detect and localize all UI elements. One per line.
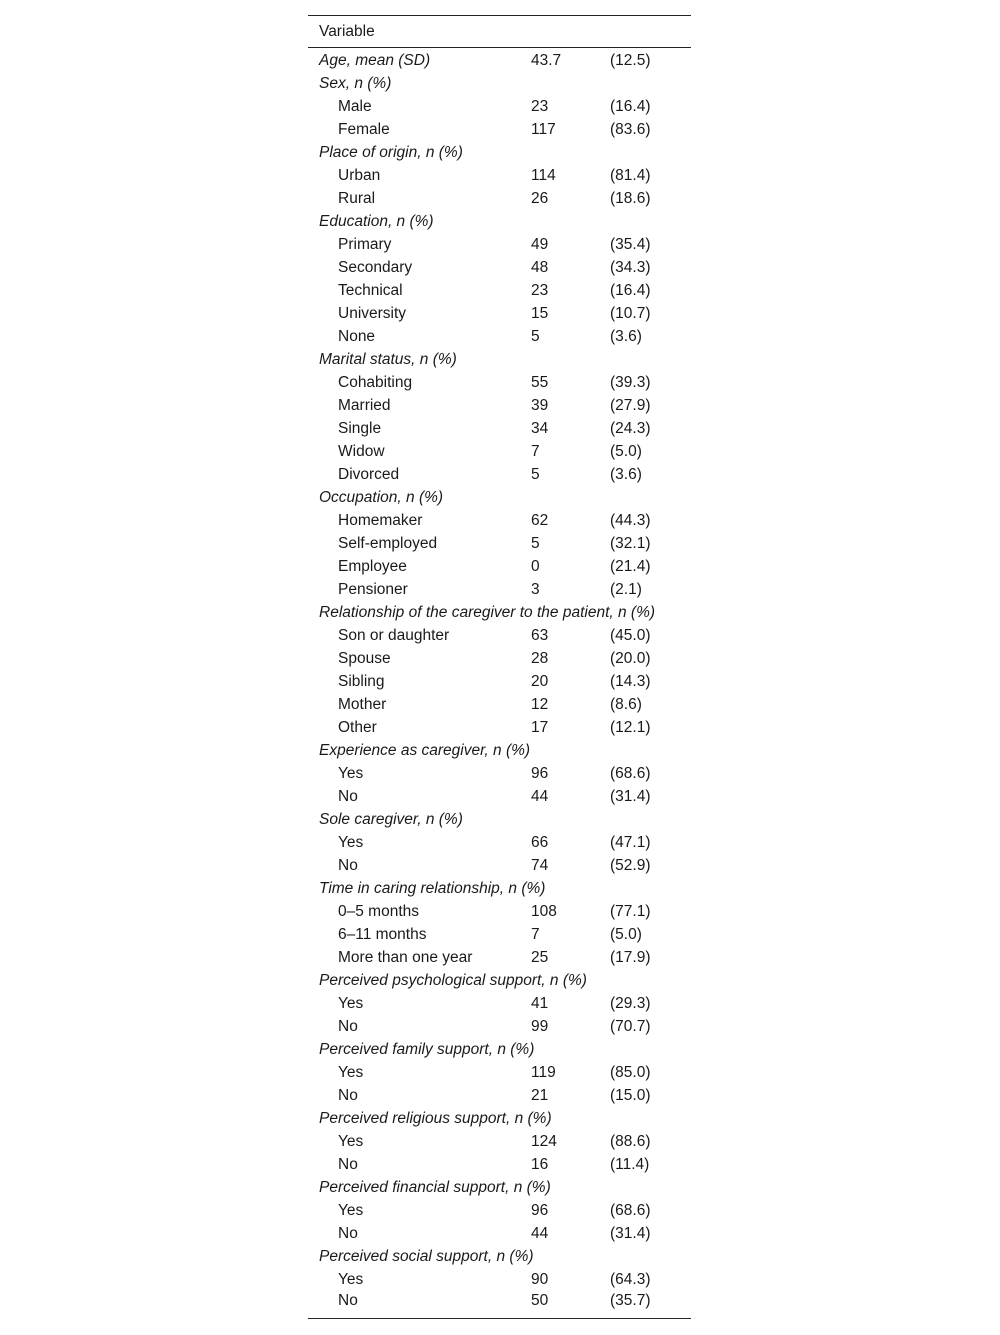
table-row — [308, 1291, 691, 1319]
row-count: 0 — [531, 557, 540, 575]
row-count: 26 — [531, 189, 549, 207]
row-count: 44 — [531, 787, 549, 805]
row-percent: (35.7) — [610, 1292, 651, 1309]
row-count: 5 — [531, 534, 540, 552]
row-label: Male — [338, 97, 372, 115]
section-row — [308, 739, 691, 762]
table-row — [308, 325, 691, 348]
row-label: No — [338, 1292, 358, 1309]
section-title: Perceived social support, n (%) — [319, 1247, 534, 1265]
table-row — [308, 509, 691, 532]
header-row — [308, 16, 691, 48]
table-row — [308, 647, 691, 670]
row-percent: (77.1) — [610, 902, 651, 920]
row-percent: (8.6) — [610, 695, 642, 713]
row-label: Yes — [338, 1063, 364, 1081]
table-row — [308, 1153, 691, 1176]
row-label: Female — [338, 120, 390, 138]
row-percent: (31.4) — [610, 1224, 651, 1242]
row-count: 34 — [531, 419, 549, 437]
caregiver-characteristics-table — [308, 15, 691, 1319]
section-title: Experience as caregiver, n (%) — [319, 741, 531, 759]
row-label: Married — [338, 396, 391, 414]
row-percent: (85.0) — [610, 1063, 651, 1081]
row-count: 7 — [531, 925, 540, 943]
row-label: Spouse — [338, 649, 391, 667]
row-percent: (45.0) — [610, 626, 651, 644]
row-label: Widow — [338, 442, 385, 460]
row-percent: (21.4) — [610, 557, 651, 575]
row-count: 74 — [531, 856, 549, 874]
row-label: Mother — [338, 695, 387, 713]
row-percent: (27.9) — [610, 396, 651, 414]
section-row — [308, 1038, 691, 1061]
row-percent: (11.4) — [610, 1155, 650, 1173]
table-row — [308, 1061, 691, 1084]
row-percent: (17.9) — [610, 948, 651, 966]
section-title: Time in caring relationship, n (%) — [319, 879, 546, 897]
row-percent: (16.4) — [610, 97, 651, 115]
table-row — [308, 762, 691, 785]
row-percent: (81.4) — [610, 166, 651, 184]
row-count: 108 — [531, 902, 557, 920]
table-row — [308, 831, 691, 854]
section-row — [308, 808, 691, 831]
section-title: Perceived financial support, n (%) — [319, 1178, 551, 1196]
row-percent: (20.0) — [610, 649, 651, 667]
row-count: 7 — [531, 442, 540, 460]
row-count: 99 — [531, 1017, 549, 1035]
table-row — [308, 256, 691, 279]
section-row — [308, 1176, 691, 1199]
section-row — [308, 48, 691, 73]
table-row — [308, 95, 691, 118]
section-row — [308, 969, 691, 992]
row-percent: (52.9) — [610, 856, 651, 874]
row-count: 62 — [531, 511, 549, 529]
section-title: Occupation, n (%) — [319, 488, 444, 506]
table-row — [308, 992, 691, 1015]
table-row — [308, 279, 691, 302]
row-count: 5 — [531, 327, 540, 345]
section-title: Relationship of the caregiver to the patient, n (%) — [319, 603, 656, 621]
row-percent: (88.6) — [610, 1132, 651, 1150]
row-count: 41 — [531, 994, 549, 1012]
section-row — [308, 486, 691, 509]
table-row — [308, 716, 691, 739]
section-row — [308, 1245, 691, 1268]
row-percent: (39.3) — [610, 373, 651, 391]
row-count: 49 — [531, 235, 549, 253]
row-percent: (2.1) — [610, 580, 642, 598]
row-count: 124 — [531, 1132, 557, 1150]
row-count: 16 — [531, 1155, 549, 1173]
row-label: Cohabiting — [338, 373, 413, 391]
table-row — [308, 118, 691, 141]
row-percent: (5.0) — [610, 925, 642, 943]
row-label: No — [338, 1155, 358, 1173]
row-count: 3 — [531, 580, 540, 598]
row-label: Self-employed — [338, 534, 438, 552]
row-count: 12 — [531, 695, 549, 713]
row-label: Yes — [338, 833, 364, 851]
table-row — [308, 854, 691, 877]
row-percent: (14.3) — [610, 672, 651, 690]
section-row — [308, 72, 691, 95]
row-label: Employee — [338, 557, 407, 575]
row-count: 21 — [531, 1086, 549, 1104]
row-label: No — [338, 1224, 358, 1242]
section-row — [308, 348, 691, 371]
table-row — [308, 164, 691, 187]
row-percent: (35.4) — [610, 235, 651, 253]
row-count: 15 — [531, 304, 549, 322]
table-row — [308, 923, 691, 946]
row-percent: (12.1) — [610, 718, 651, 736]
row-percent: (64.3) — [610, 1270, 651, 1288]
row-percent: (3.6) — [610, 465, 642, 483]
row-label: University — [338, 304, 407, 322]
row-count: 48 — [531, 258, 549, 276]
row-count: 119 — [531, 1063, 556, 1081]
row-label: Rural — [338, 189, 376, 207]
row-label: Son or daughter — [338, 626, 450, 644]
table-row — [308, 233, 691, 256]
row-count: 114 — [531, 166, 556, 184]
section-title: Place of origin, n (%) — [319, 143, 463, 161]
row-label: No — [338, 856, 358, 874]
table-row — [308, 440, 691, 463]
row-percent: (29.3) — [610, 994, 651, 1012]
section-row — [308, 141, 691, 164]
row-label: Urban — [338, 166, 381, 184]
section-title: Education, n (%) — [319, 212, 434, 230]
section-title: Perceived psychological support, n (%) — [319, 971, 587, 989]
table-row — [308, 1222, 691, 1245]
section-percent: (12.5) — [610, 51, 651, 69]
row-count: 66 — [531, 833, 549, 851]
row-label: 0–5 months — [338, 902, 419, 920]
row-label: None — [338, 327, 376, 345]
section-title: Perceived family support, n (%) — [319, 1040, 535, 1058]
section-title: Sole caregiver, n (%) — [319, 810, 463, 828]
row-count: 55 — [531, 373, 549, 391]
row-percent: (83.6) — [610, 120, 651, 138]
table-row — [308, 670, 691, 693]
table-row — [308, 900, 691, 923]
row-label: 6–11 months — [338, 925, 427, 943]
table-row — [308, 463, 691, 486]
row-label: Other — [338, 718, 377, 736]
row-count: 23 — [531, 97, 549, 115]
table-row — [308, 302, 691, 325]
row-count: 96 — [531, 1201, 549, 1219]
row-label: Yes — [338, 1201, 364, 1219]
row-percent: (31.4) — [610, 787, 651, 805]
table-row — [308, 532, 691, 555]
row-percent: (34.3) — [610, 258, 651, 276]
row-label: Sibling — [338, 672, 385, 690]
row-percent: (16.4) — [610, 281, 651, 299]
column-header-variable: Variable — [308, 16, 691, 48]
table-row — [308, 417, 691, 440]
table-row — [308, 1199, 691, 1222]
table-row — [308, 785, 691, 808]
row-count: 28 — [531, 649, 549, 667]
table-row — [308, 946, 691, 969]
row-percent: (15.0) — [610, 1086, 651, 1104]
table-row — [308, 1084, 691, 1107]
row-percent: (18.6) — [610, 189, 651, 207]
row-label: Yes — [338, 1270, 364, 1288]
table-row — [308, 394, 691, 417]
row-count: 63 — [531, 626, 549, 644]
table-row — [308, 624, 691, 647]
section-title: Perceived religious support, n (%) — [319, 1109, 552, 1127]
table-body — [308, 48, 691, 1319]
row-label: Divorced — [338, 465, 400, 483]
row-count: 117 — [531, 120, 556, 138]
section-value: 43.7 — [531, 51, 562, 69]
row-label: Primary — [338, 235, 392, 253]
section-row — [308, 210, 691, 233]
row-count: 23 — [531, 281, 549, 299]
section-title: Age, mean (SD) — [319, 51, 431, 69]
table-row — [308, 1015, 691, 1038]
row-percent: (10.7) — [610, 304, 651, 322]
row-count: 39 — [531, 396, 549, 414]
table-row — [308, 555, 691, 578]
section-title: Marital status, n (%) — [319, 350, 457, 368]
row-label: Secondary — [338, 258, 413, 276]
row-label: No — [338, 1017, 358, 1035]
table-row — [308, 1130, 691, 1153]
section-row — [308, 601, 691, 624]
row-count: 96 — [531, 764, 549, 782]
table-row — [308, 371, 691, 394]
row-label: Single — [338, 419, 382, 437]
row-label: Pensioner — [338, 580, 408, 598]
section-title: Sex, n (%) — [319, 74, 392, 92]
row-label: Homemaker — [338, 511, 423, 529]
row-percent: (70.7) — [610, 1017, 651, 1035]
row-count: 50 — [531, 1292, 549, 1309]
table-row — [308, 578, 691, 601]
row-count: 20 — [531, 672, 549, 690]
section-row — [308, 1107, 691, 1130]
section-row — [308, 877, 691, 900]
row-label: Yes — [338, 1132, 364, 1150]
row-count: 17 — [531, 718, 549, 736]
row-percent: (68.6) — [610, 1201, 651, 1219]
row-percent: (3.6) — [610, 327, 642, 345]
row-percent: (68.6) — [610, 764, 651, 782]
row-label: No — [338, 1086, 358, 1104]
row-label: Technical — [338, 281, 403, 299]
row-label: No — [338, 787, 358, 805]
row-count: 90 — [531, 1270, 549, 1288]
row-percent: (24.3) — [610, 419, 651, 437]
row-percent: (32.1) — [610, 534, 651, 552]
row-label: Yes — [338, 994, 364, 1012]
row-label: Yes — [338, 764, 364, 782]
row-count: 25 — [531, 948, 549, 966]
table-row — [308, 1268, 691, 1291]
row-label: More than one year — [338, 948, 473, 966]
row-percent: (47.1) — [610, 833, 651, 851]
row-percent: (5.0) — [610, 442, 642, 460]
row-count: 44 — [531, 1224, 549, 1242]
row-percent: (44.3) — [610, 511, 651, 529]
table-container — [308, 15, 691, 1319]
table-row — [308, 693, 691, 716]
table-row — [308, 187, 691, 210]
row-count: 5 — [531, 465, 540, 483]
